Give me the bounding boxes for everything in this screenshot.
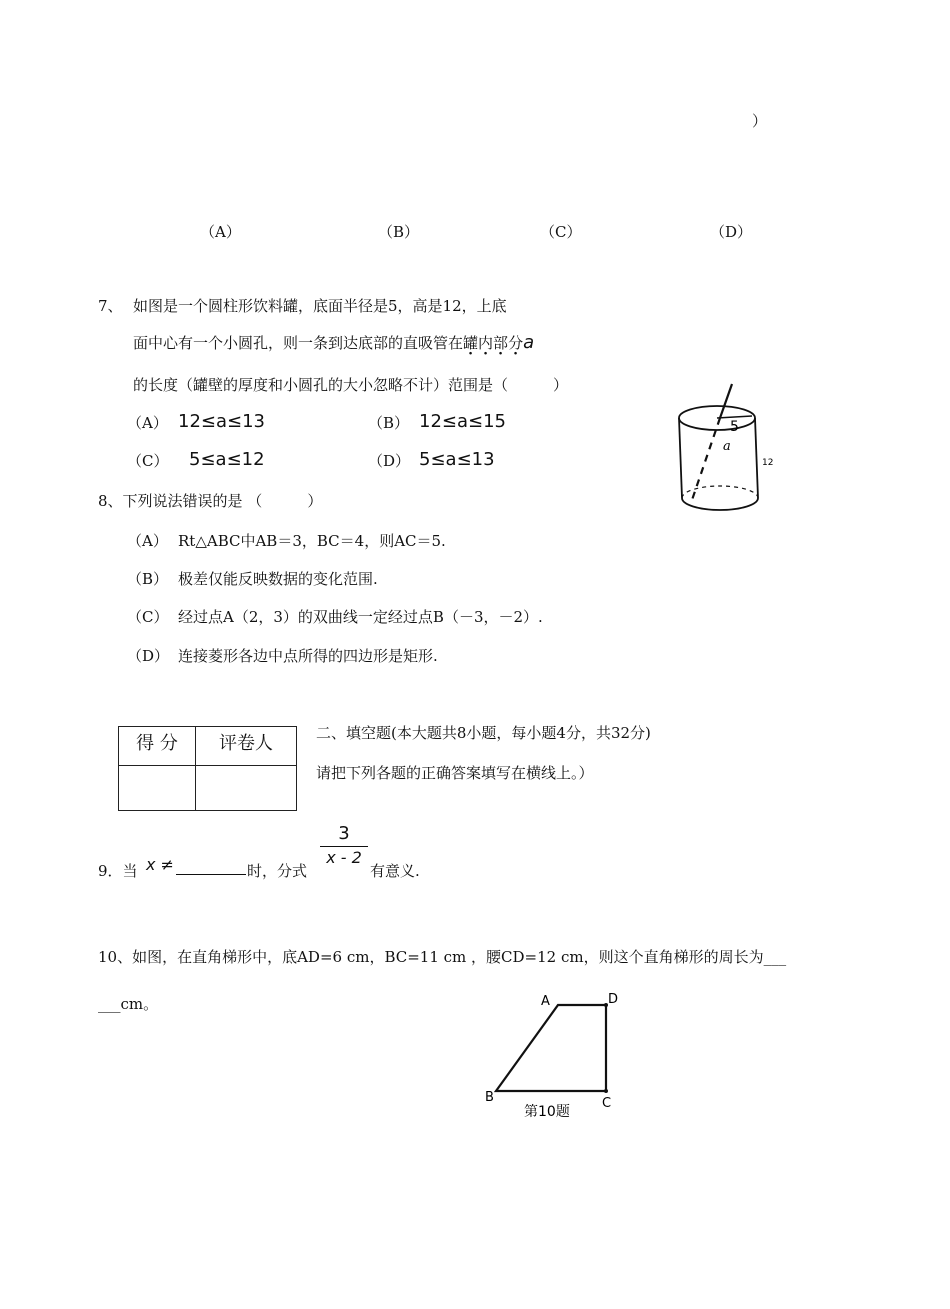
q7-option-a-label: （A） [127,414,168,432]
q7-dotted-char: 分 [508,334,524,352]
q6-option-c: （C） [540,223,582,241]
q7-option-b-text: 12≤a≤15 [419,411,507,432]
q7-number: 7、 [98,297,123,315]
trapezoid-figure [480,985,630,1125]
q9-answer-blank[interactable] [176,860,246,879]
q10-line1: 10、如图，在直角梯形中，底AD=6 cm，BC=11 cm ，腰CD=12 cm，则这个直角梯形的周长为___ [98,948,787,966]
q7-option-b-label: （B） [368,414,410,432]
cylinder-figure [670,378,790,518]
score-header: 得 分 [119,727,196,766]
q7-variable-a: a [523,332,535,353]
vertex-c-label: C [602,1096,612,1111]
vertex-b-label: B [485,1090,494,1105]
q7-option-d-label: （D） [368,452,411,470]
vertex-d-label: D [608,992,619,1007]
score-cell[interactable] [119,766,196,811]
q8-option-b-text: 极差仅能反映数据的变化范围. [178,570,378,588]
cylinder-right-side [755,418,758,498]
q8-option-d-text: 连接菱形各边中点所得的四边形是矩形. [178,647,438,665]
vertex-c-dot [604,1089,608,1093]
q9-pre: 9．当 [98,862,138,880]
q7-option-d-text: 5≤a≤13 [419,449,495,470]
q7-line1: 如图是一个圆柱形饮料罐，底面半径是5，高是12，上底 [133,297,507,315]
q7-option-c-text: 5≤a≤12 [189,449,265,470]
vertex-a-label: A [541,994,550,1009]
grader-cell[interactable] [196,766,297,811]
q8-option-a-text: Rt△ABC中AB＝3，BC＝4，则AC＝5. [178,532,446,550]
q8-option-b-label: （B） [127,570,169,588]
q9-numerator: 3 [320,823,368,847]
q7-line2 [133,332,534,353]
figure-caption: 第10题 [524,1104,570,1120]
q8-option-a-label: （A） [127,532,168,550]
q7-dotted-char: 内 [478,334,494,352]
q6-paren-close: ） [752,112,768,130]
q6-option-d: （D） [710,223,753,241]
trapezoid-shape [496,1005,606,1091]
q6-option-b: （B） [378,223,420,241]
q8-stem: 8、下列说法错误的是 （ ） [98,492,323,510]
q7-option-a-text: 12≤a≤13 [178,411,266,432]
straw-outside [720,384,732,418]
q6-option-a: （A） [200,223,241,241]
q9-fraction [320,823,368,867]
q8-option-c-label: （C） [127,608,169,626]
score-table [118,726,297,811]
q9-post: 有意义. [370,862,420,880]
q7-dotted-char: 部 [493,334,509,352]
q8-option-d-label: （D） [127,647,170,665]
q9-mid: 时，分式 [247,862,308,880]
q7-dotted-char: 罐 [463,334,479,352]
cylinder-bottom-front [682,498,758,510]
cylinder-left-side [679,418,682,498]
height-label: 12 [762,458,774,468]
a-label: a [723,439,731,454]
q7-line3: 的长度（罐壁的厚度和小圆孔的大小忽略不计）范围是（ ） [133,376,569,394]
q7-line2-text: 面中心有一个小圆孔，则一条到达底部的直吸管在 [133,334,464,352]
q10-line2: ___cm。 [98,995,159,1013]
section2-title: 二、填空题(本大题共8小题，每小题4分，共32分) [316,724,651,742]
q9-var: x ≠ [146,855,174,874]
q7-option-c-label: （C） [127,452,169,470]
grader-header: 评卷人 [196,727,297,766]
radius-line [717,416,752,418]
section2-instruction: 请把下列各题的正确答案填写在横线上。） [316,764,594,782]
q9-denominator: x - 2 [326,848,362,867]
q8-option-c-text: 经过点A（2，3）的双曲线一定经过点B（－3，－2）. [178,608,543,626]
radius-label: 5 [730,419,739,435]
